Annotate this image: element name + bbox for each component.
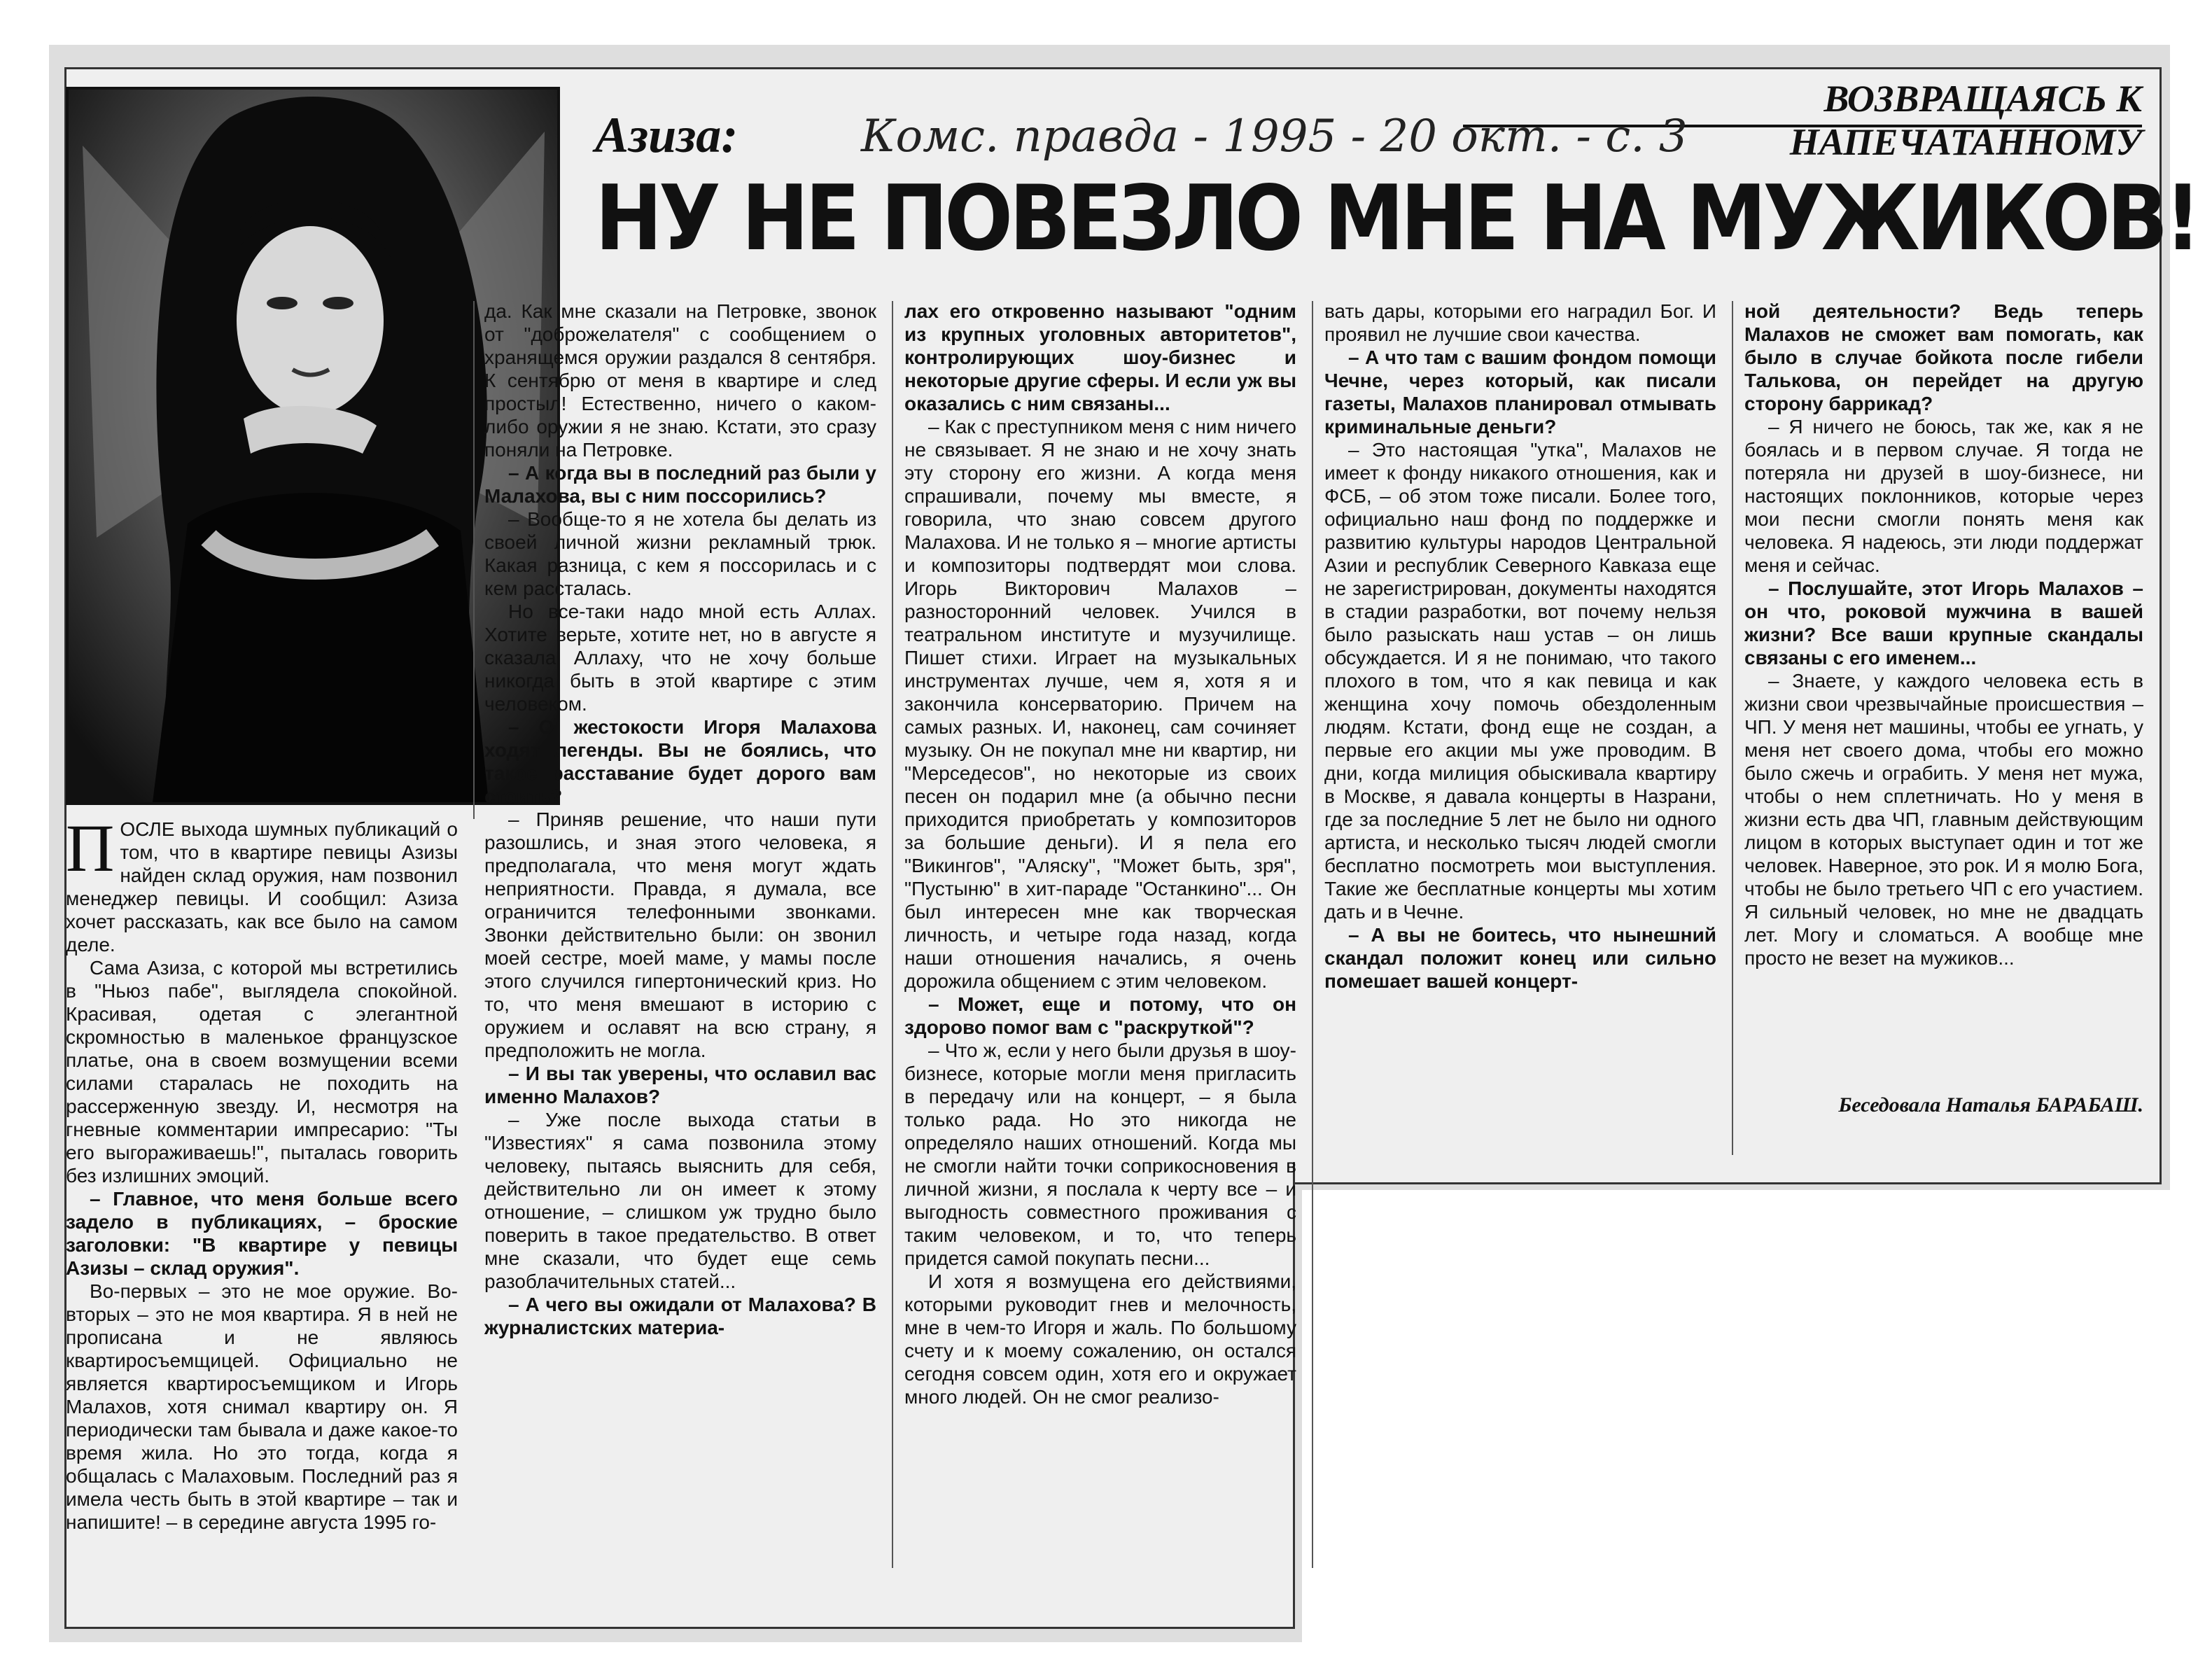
paragraph: Сама Азиза, с которой мы встретились в "Ньюз пабе", выглядела спокойной. Красивая, одетая с элегантной скромностью в маленькое французское платье, она в своем возмущении всеми силами старалась не походить на рассерженную звезду. И, несмотря на гневные комментарии импресарио: "Ты его выгораживаешь!", пыталась говорить без излишних эмоций. bbox=[66, 957, 458, 1186]
interview-question: – А чего вы ожидали от Малахова? В журналистских материа- bbox=[484, 1294, 876, 1338]
paragraph: – Вообще-то я не хотела бы делать из своей личной жизни рекламный трюк. Какая разница, с кем я поссорилась и с кем рассталась. bbox=[484, 508, 876, 599]
column-rule bbox=[892, 301, 893, 1568]
paragraph: Но все-таки надо мной есть Аллах. Хотите верьте, хотите нет, но в августе я сказала Аллаху, что не хочу больше никогда быть в этой квартире с этим человеком. bbox=[484, 601, 876, 715]
interview-question: лах его откровенно называют "одним из крупных уголовных авторитетов", контролирующих шоу-бизнес и некоторые другие сферы. И если уж вы оказались с ним связаны... bbox=[904, 300, 1296, 414]
interview-question: – А когда вы в последний раз были у Малахова, вы с ним поссорились? bbox=[484, 462, 876, 507]
article-column-5 bbox=[1744, 300, 2143, 1084]
paragraph: – Уже после выхода статьи в "Известиях" я сама позвонила этому человеку, пытаясь выяснить для себя, действительно ли он имеет к этому отношение, – слишком уж трудно было поверить в такое предательство. В ответ мне сказали, что будет еще семь разоблачительных статей... bbox=[484, 1109, 876, 1292]
paragraph: вать дары, которыми его наградил Бог. И проявил не лучшие свои качества. bbox=[1324, 300, 1716, 345]
paragraph: ПОСЛЕ выхода шумных публикаций о том, что в квартире певицы Азизы найден склад оружия, нам позвонил менеджер певицы. И сообщил: Азиза хочет рассказать, как все было на самом деле. bbox=[66, 818, 458, 955]
paragraph: – Я ничего не боюсь, так же, как я не боялась и в первом случае. Я тогда не потеряла ни друзей в шоу-бизнесе, ни настоящих поклонников, которые через мои песни смогли понять меня как человека. Я надеюсь, эти люди поддержат меня и сейчас. bbox=[1744, 416, 2143, 576]
drop-cap: П bbox=[66, 818, 115, 886]
paragraph: – Приняв решение, что наши пути разошлись, и зная этого человека, я предполагала, что меня могут ждать неприятности. Правда, я думала, все ограничится телефонными звонками. Звонки действительно были: он звонил моей сестре, моей маме, у мамы после этого случился гипертонический криз. Но то, что меня вмешают в историю с оружием и ославят на всю страну, я предположить не могла. bbox=[484, 808, 876, 1061]
paragraph: Во-первых – это не мое оружие. Во-вторых – это не моя квартира. Я в ней не прописана и не являюсь квартиросъемщицей. Официально не является квартиросъемщиком и Игорь Малахов, хотя снимал квартиру он. Я периодически там бывала и даже какое-то время жила. Но это тогда, когда я общалась с Малаховым. Последний раз я имела честь быть в этой квартире – так и напишите! – в середине августа 1995 го- bbox=[66, 1280, 458, 1533]
answer-bold: – Главное, что меня больше всего задело в публикациях, – броские заголовки: "В квартире у певицы Азизы – склад оружия". bbox=[66, 1188, 458, 1279]
interview-question: – Может, еще и потому, что он здорово помог вам с "раскруткой"? bbox=[904, 993, 1296, 1038]
interview-question: – О жестокости Игоря Малахова ходят легенды. Вы не боялись, что такое расставание будет дорого вам стоить? bbox=[484, 716, 876, 807]
interview-question: ной деятельности? Ведь теперь Малахов не сможет вам помогать, как было в случае бойкота после гибели Талькова, он перейдет на другую сторону баррикад? bbox=[1744, 300, 2143, 414]
interview-question: – И вы так уверены, что ославил вас именно Малахов? bbox=[484, 1063, 876, 1107]
interview-question: – А что там с вашим фондом помощи Чечне, через который, как писали газеты, Малахов планировал отмывать криминальные деньги? bbox=[1324, 346, 1716, 438]
article-headline: НУ НЕ ПОВЕЗЛО МНЕ НА МУЖИКОВ! bbox=[595, 167, 2198, 271]
paragraph: – Как с преступником меня с ним ничего не связывает. Я не знаю и не хочу знать эту сторону его жизни. А когда меня спрашивали, почему мы вместе, я говорила, что знаю совсем другого Малахова. И не только я – многие артисты и композиторы подтвердят мои слова. Игорь Викторович Малахов – разносторонний человек. Учился в театральном институте и музучилище. Пишет стихи. Играет на музыкальных инструментах лучше, чем я, хотя я и закончила консерваторию. Причем на самых разных. И, наконец, сам сочиняет музыку. Он не покупал мне ни квартир, ни "Мерседесов", но некоторые из своих песен он подарил мне (а обычно песни приходится приобретать у композиторов за большие деньги). И я пела его "Викингов", "Аляску", "Может быть, зря", "Пустыню" в хит-параде "Останкино"... Он был интересен мне как творческая личность, и четыре года назад, когда наши отношения начались, я очень дорожила общением с этим человеком. bbox=[904, 416, 1296, 992]
article-column-1 bbox=[66, 818, 458, 1630]
article-column-4 bbox=[1324, 300, 1716, 1154]
interview-question: – А вы не боитесь, что нынешний скандал положит конец или сильно помешает вашей концерт- bbox=[1324, 924, 1716, 992]
byline: Беседовала Наталья БАРАБАШ. bbox=[1838, 1093, 2143, 1116]
paragraph: да. Как мне сказали на Петровке, звонок от "доброжелателя" с сообщением о хранящемся оружии раздался 8 сентября. К сентябрю от меня в квартире и след простыл! Естественно, ничего о каком-либо оружии я не знаю. Кстати, это сразу поняли на Петровке. bbox=[484, 300, 876, 461]
handwritten-note: Комс. правда - 1995 - 20 окт. - с. 3 bbox=[861, 111, 1688, 162]
column-rule bbox=[473, 301, 475, 819]
interview-question: – Послушайте, этот Игорь Малахов – он что, роковой мужчина в вашей жизни? Все ваши крупные скандалы связаны с его именем... bbox=[1744, 578, 2143, 668]
article-column-3 bbox=[904, 300, 1296, 1574]
article-column-2 bbox=[484, 300, 876, 1574]
paragraph: – Это настоящая "утка", Малахов не имеет к фонду никакого отношения, как и ФСБ, – об этом тоже писали. Более того, официально наш фонд по поддержке и развитию культуры народов Центральной Азии и республик Северного Кавказа еще не зарегистрирован, документы находятся в стадии разработки, вот почему нельзя было разыскать наш устав – он лишь обсуждается. И я не понимаю, что такого плохого в том, что я как певица и как женщина хочу помочь обездоленным людям. Кстати, фонд еще не создан, а первые его акции мы уже проводим. В дни, когда милиция обыскивала квартиру в Москве, я давала концерты в Назрани, где за последние 5 лет не было ни одного артиста, и несколько тысяч людей смогли бесплатно посмотреть мои выступления. Такие же бесплатные концерты мы хотим дать и в Чечне. bbox=[1324, 439, 1716, 923]
headline-kicker: Азиза: bbox=[595, 107, 738, 163]
paragraph: – Знаете, у каждого человека есть в жизни свои чрезвычайные происшествия – ЧП. У меня нет машины, чтобы ее угнать, у меня нет своего дома, чтобы его можно было сжечь и ограбить. У меня нет мужа, чтобы о нем сплетничать. Но у меня в жизни есть два ЧП, главным действующим лицом в которых выступает один и тот же человек. Наверное, это рок. И я молю Бога, чтобы не было третьего ЧП с его участием. Я сильный человек, но мне не двадцать лет. Могу и сломаться. А вообще мне просто не везет на мужиков... bbox=[1744, 670, 2143, 969]
rubric-heading: ВОЗВРАЩАЯСЬ К НАПЕЧАТАННОМУ bbox=[1789, 78, 2142, 163]
column-rule bbox=[1732, 301, 1733, 1155]
paragraph: – Что ж, если у него были друзья в шоу-бизнесе, которые могли меня пригласить в передачу или на концерт, – я была только рада. Но это никогда не определяло наших отношений. Когда мы не смогли найти точки соприкосновения в личной жизни, я послала к черту все – и выгодность совместного проживания с таким человеком, и то, что теперь придется самой покупать песни... bbox=[904, 1040, 1296, 1269]
paragraph: И хотя я возмущена его действиями, которыми руководит гнев и мелочность, мне в чем-то Игоря и жаль. По большому счету и к моему сожалению, он остался сегодня совсем один, хотя его и окружает много людей. Он не смог реализо- bbox=[904, 1270, 1296, 1408]
column-rule bbox=[1312, 301, 1313, 1568]
